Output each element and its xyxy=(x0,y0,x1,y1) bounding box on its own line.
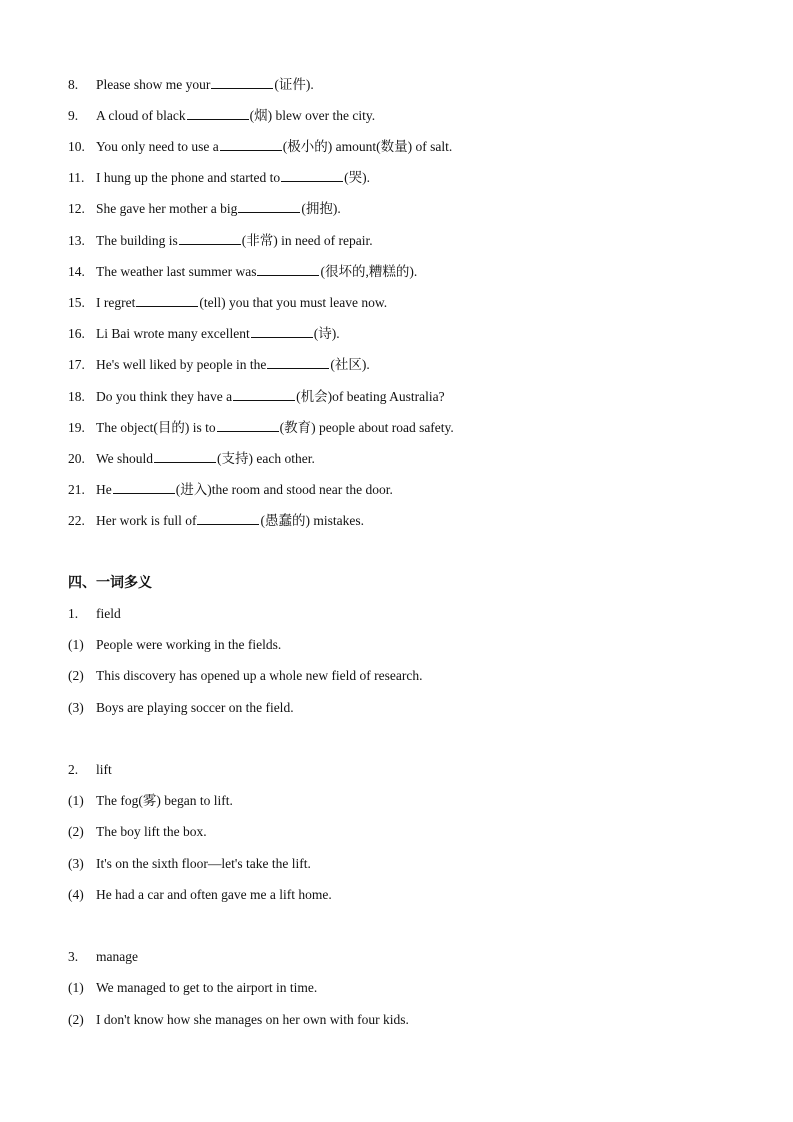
example-text: The fog(雾) began to lift. xyxy=(96,793,233,808)
example-number: (2) xyxy=(68,1012,84,1027)
example-number: (1) xyxy=(68,637,84,652)
item-number: 19. xyxy=(68,420,85,435)
word-term: manage xyxy=(96,949,138,964)
fill-item xyxy=(68,136,452,156)
example-text: I don't know how she manages on her own with four kids. xyxy=(96,1012,409,1027)
item-number: 9. xyxy=(68,108,79,123)
item-number: 15. xyxy=(68,295,85,310)
item-text-after: (拥抱). xyxy=(301,201,341,216)
answer-blank[interactable] xyxy=(267,354,329,369)
item-text-after: (很坏的,糟糕的). xyxy=(320,264,418,279)
example-sentence xyxy=(68,791,233,811)
fill-item xyxy=(68,292,387,312)
example-number: (2) xyxy=(68,824,84,839)
example-sentence xyxy=(68,885,332,905)
answer-blank[interactable] xyxy=(238,198,300,213)
answer-blank[interactable] xyxy=(179,230,241,245)
item-number: 21. xyxy=(68,482,85,497)
answer-blank[interactable] xyxy=(154,448,216,463)
example-sentence xyxy=(68,822,207,842)
example-number: (1) xyxy=(68,980,84,995)
item-text-before: We should xyxy=(96,451,154,466)
example-text: He had a car and often gave me a lift home. xyxy=(96,887,332,902)
item-text-before: You only need to use a xyxy=(96,139,219,154)
word-entry xyxy=(68,947,138,967)
fill-item xyxy=(68,105,375,125)
fill-item xyxy=(68,417,454,437)
answer-blank[interactable] xyxy=(220,136,282,151)
item-number: 10. xyxy=(68,139,85,154)
example-text: We managed to get to the airport in time. xyxy=(96,980,318,995)
answer-blank[interactable] xyxy=(281,167,343,182)
item-text-before: Do you think they have a xyxy=(96,389,233,404)
item-number: 20. xyxy=(68,451,85,466)
word-number: 3. xyxy=(68,949,79,964)
example-text: This discovery has opened up a whole new field of research. xyxy=(96,668,423,683)
example-text: It's on the sixth floor—let's take the lift. xyxy=(96,856,311,871)
item-text-before: He's well liked by people in the xyxy=(96,357,267,372)
item-text-before: He xyxy=(96,482,112,497)
item-text-after: (证件). xyxy=(274,77,314,92)
item-text-after: (愚蠢的) mistakes. xyxy=(260,513,364,528)
item-text-before: She gave her mother a big xyxy=(96,201,238,216)
item-number: 22. xyxy=(68,513,85,528)
answer-blank[interactable] xyxy=(197,510,259,525)
fill-item xyxy=(68,198,341,218)
item-text-before: Please show me your xyxy=(96,77,211,92)
fill-item xyxy=(68,386,445,406)
item-text-after: (支持) each other. xyxy=(217,451,315,466)
example-number: (2) xyxy=(68,668,84,683)
word-entry xyxy=(68,760,112,780)
example-text: The boy lift the box. xyxy=(96,824,207,839)
item-text-after: (tell) you that you must leave now. xyxy=(199,295,388,310)
example-sentence xyxy=(68,1010,409,1030)
answer-blank[interactable] xyxy=(257,261,319,276)
item-text-before: The building is xyxy=(96,233,178,248)
example-sentence xyxy=(68,635,281,655)
example-number: (3) xyxy=(68,700,84,715)
fill-item xyxy=(68,510,364,530)
example-number: (4) xyxy=(68,887,84,902)
item-text-after: (社区). xyxy=(330,357,370,372)
word-term: field xyxy=(96,606,121,621)
item-text-after: (教育) people about road safety. xyxy=(279,420,454,435)
word-number: 2. xyxy=(68,762,79,777)
item-number: 13. xyxy=(68,233,85,248)
item-number: 18. xyxy=(68,389,85,404)
item-text-before: The weather last summer was xyxy=(96,264,257,279)
answer-blank[interactable] xyxy=(187,105,249,120)
answer-blank[interactable] xyxy=(233,386,295,401)
item-number: 14. xyxy=(68,264,85,279)
example-text: Boys are playing soccer on the field. xyxy=(96,700,294,715)
item-text-before: Her work is full of xyxy=(96,513,197,528)
example-sentence xyxy=(68,978,317,998)
item-text-after: (非常) in need of repair. xyxy=(241,233,373,248)
word-term: lift xyxy=(96,762,112,777)
item-text-before: Li Bai wrote many excellent xyxy=(96,326,250,341)
item-text-after: (哭). xyxy=(344,170,370,185)
item-text-after: (极小的) amount(数量) of salt. xyxy=(282,139,453,154)
fill-item xyxy=(68,479,393,499)
answer-blank[interactable] xyxy=(251,323,313,338)
answer-blank[interactable] xyxy=(136,292,198,307)
item-number: 17. xyxy=(68,357,85,372)
answer-blank[interactable] xyxy=(211,74,273,89)
word-entry xyxy=(68,604,121,624)
item-text-before: I regret xyxy=(96,295,136,310)
fill-item xyxy=(68,230,373,250)
word-number: 1. xyxy=(68,606,79,621)
fill-item xyxy=(68,261,417,281)
item-text-after: (机会)of beating Australia? xyxy=(296,389,445,404)
item-number: 8. xyxy=(68,77,79,92)
fill-item xyxy=(68,74,314,94)
fill-item xyxy=(68,167,370,187)
answer-blank[interactable] xyxy=(217,417,279,432)
example-sentence xyxy=(68,698,294,718)
item-number: 12. xyxy=(68,201,85,216)
item-text-before: The object(目的) is to xyxy=(96,420,216,435)
item-text-before: A cloud of black xyxy=(96,108,186,123)
item-text-after: (诗). xyxy=(313,326,340,341)
example-text: People were working in the fields. xyxy=(96,637,282,652)
answer-blank[interactable] xyxy=(113,479,175,494)
example-number: (1) xyxy=(68,793,84,808)
example-sentence xyxy=(68,666,423,686)
item-text-after: (烟) blew over the city. xyxy=(249,108,376,123)
fill-item xyxy=(68,323,340,343)
fill-item xyxy=(68,354,370,374)
example-sentence xyxy=(68,854,311,874)
fill-item xyxy=(68,448,315,468)
item-text-before: I hung up the phone and started to xyxy=(96,170,281,185)
example-number: (3) xyxy=(68,856,84,871)
item-number: 16. xyxy=(68,326,85,341)
item-text-after: (进入)the room and stood near the door. xyxy=(175,482,393,497)
section-heading: 四、一词多义 xyxy=(68,575,152,591)
item-number: 11. xyxy=(68,170,85,185)
